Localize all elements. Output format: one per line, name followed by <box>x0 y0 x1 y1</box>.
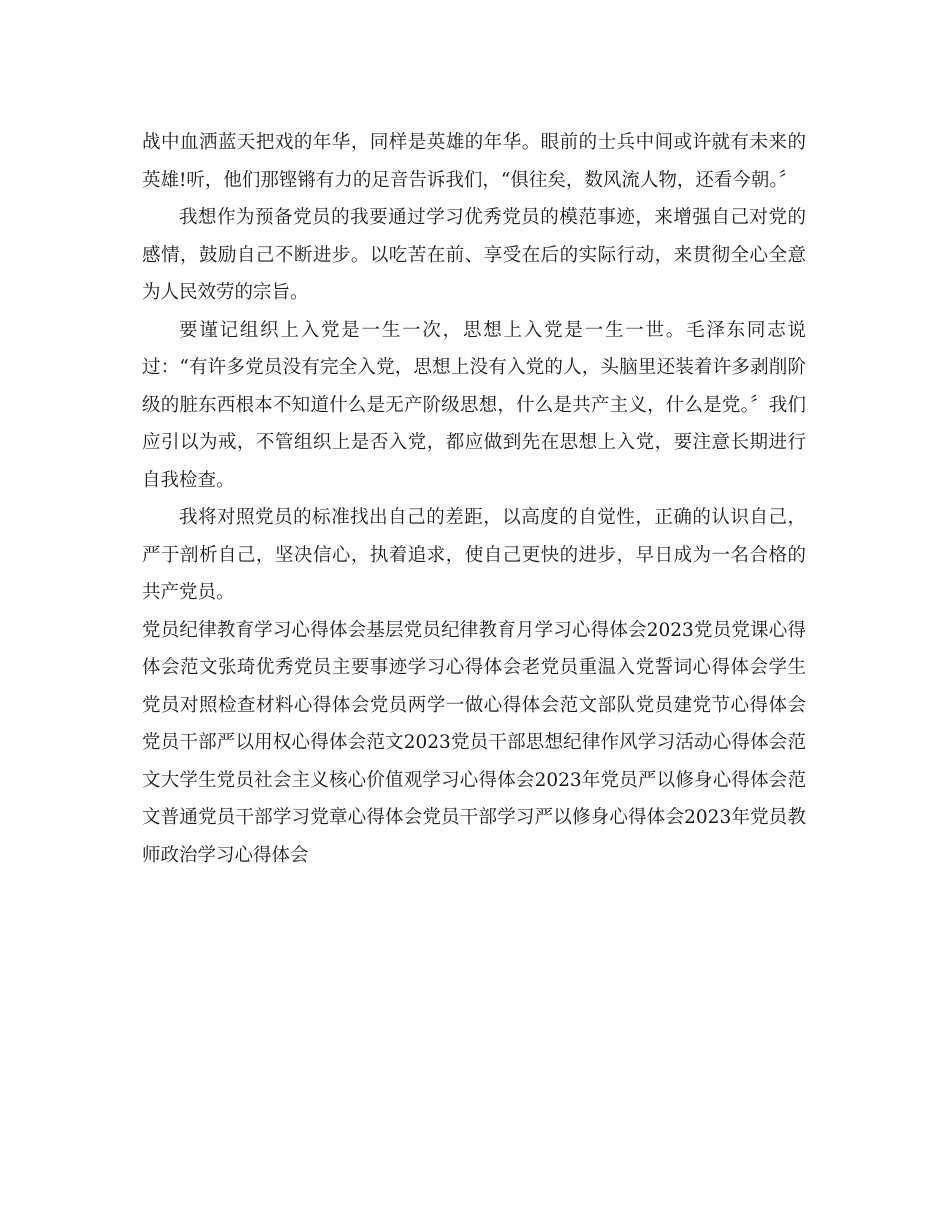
paragraph-probationary-member: 我想作为预备党员的我要通过学习优秀党员的模范事迹，来增强自己对党的感情，鼓励自己不断进步。以吃苦在前、享受在后的实际行动，来贯彻全心全意为人民效劳的宗旨。 <box>142 207 806 303</box>
paragraph-mao-quote: 要谨记组织上入党是一生一次，思想上入党是一生一世。毛泽东同志说过：“有许多党员没有完全入党，思想上没有入党的人，头脑里还装着许多剥削阶级的脏东西根本不知道什么是无产阶级思想，什么是共产主义，什么是党。〞我们应引以为戒，不管组织上是否入党，都应做到先在思想上入党，要注意长期进行自我检查。 <box>142 319 806 491</box>
document-body <box>142 124 806 874</box>
paragraph-continuation: 战中血洒蓝天把戏的年华，同样是英雄的年华。眼前的士兵中间或许就有未来的英雄!听，他们那铿锵有力的足音告诉我们，“俱往矣，数风流人物，还看今朝。〞 <box>142 132 806 191</box>
related-article-titles: 党员纪律教育学习心得体会基层党员纪律教育月学习心得体会2023党员党课心得体会范文张琦优秀党员主要事迹学习心得体会老党员重温入党誓词心得体会学生党员对照检查材料心得体会党员两学一做心得体会范文部队党员建党节心得体会党员干部严以用权心得体会范文2023党员干部思想纪律作风学习活动心得体会范文大学生党员社会主义核心价值观学习心得体会2023年党员严以修身心得体会范文普通党员干部学习党章心得体会党员干部学习严以修身心得体会2023年党员教师政治学习心得体会 <box>142 619 806 866</box>
paragraph-self-reflection: 我将对照党员的标准找出自己的差距，以高度的自觉性，正确的认识自己，严于剖析自己，坚决信心，执着追求，使自己更快的进步，早日成为一名合格的共产党员。 <box>142 507 806 603</box>
